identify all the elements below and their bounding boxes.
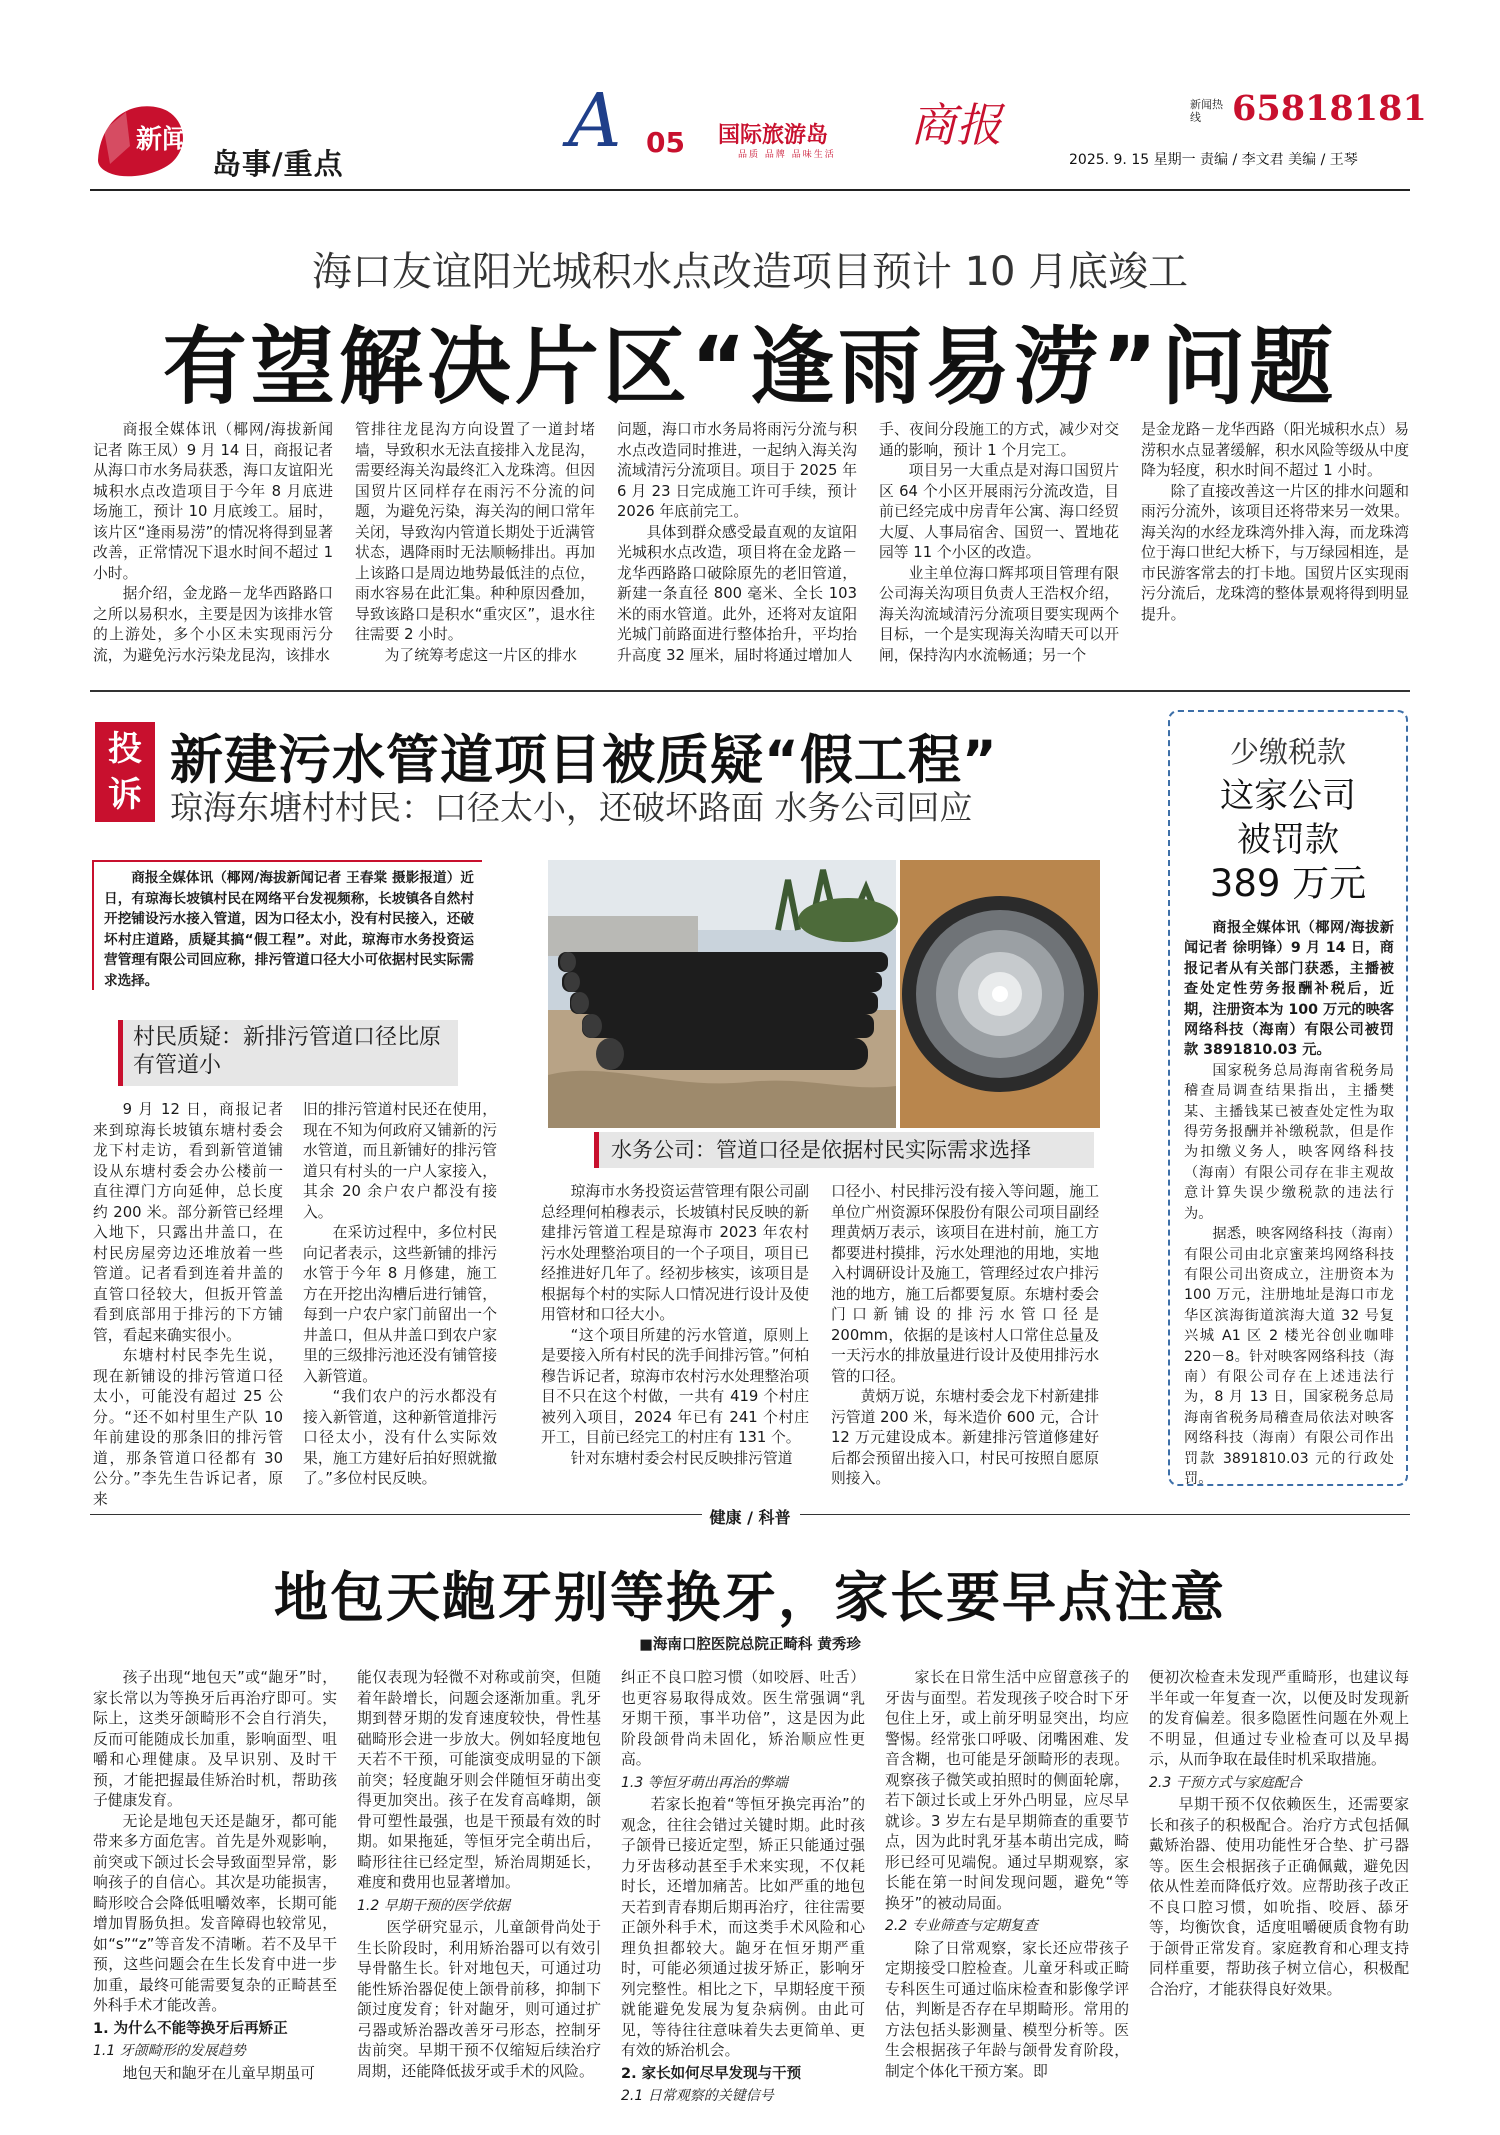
subsection-heading: 1.2 早期干预的医学依据 — [357, 1897, 510, 1914]
paper-name: 国际旅游岛 — [718, 123, 829, 148]
story4-headline: 地包天龅牙别等换牙，家长要早点注意 — [274, 1566, 1226, 1629]
page-letter: A — [568, 78, 622, 164]
tax-headline-line: 少缴税款 — [1229, 735, 1346, 769]
story4-byline: ■海南口腔医院总院正畸科 黄秀珍 — [639, 1637, 861, 1653]
story1-column-2 — [355, 420, 595, 678]
subsection-heading: 1.3 等恒牙萌出再治的弊端 — [621, 1774, 788, 1791]
paragraph: 医学研究显示，儿童颌骨尚处于生长阶段时，利用矫治器可以有效引导骨骼生长。针对地包天，可通过功能性矫治器促使上颌骨前移，抑制下颌过度发育；针对龅牙，则可通过扩弓器或矫治器改善牙弓形态，控制牙齿前突。早期干预不仅缩短后续治疗周期，还能降低拔牙或手术的风险。 — [357, 1919, 601, 2080]
paragraph: 除了日常观察，家长还应带孩子定期接受口腔检查。儿童牙科或正畸专科医生可通过临床检查和影像学评估，判断是否存在早期畸形。常用的方法包括头影测量、模型分析等。医生会根据孩子年龄与颌骨发育阶段，制定个体化干预方案。即 — [885, 1939, 1129, 2080]
story1-column-5 — [1141, 420, 1409, 678]
section-tag: 健康 / 科普 — [709, 1508, 791, 1527]
subhead-villager-doubts: 村民质疑：新排污管道口径比原有管道小 — [118, 1020, 458, 1086]
story4-column-4 — [885, 1668, 1129, 2120]
story1-column-4 — [879, 420, 1119, 678]
subsection-heading: 2.2 专业筛查与定期复查 — [885, 1918, 1038, 1934]
tax-headline-line: 被罚款 — [1237, 820, 1339, 860]
paragraph: 业主单位海口辉邦项目管理有限公司海关沟项目负责人王浩权介绍，海关沟流域清污分流项目要实现两个目标，一个是实现海关沟晴天可以开闸，保持沟内水流畅通；另一个 — [879, 564, 1119, 664]
paragraph: 旧的排污管道村民还在使用，现在不知为何政府又铺新的污水管道，而且新铺好的排污管道只有村头的一户人家接入，其余 20 余户农户都没有接入。 — [303, 1101, 497, 1221]
tax-penalty-sidebar — [1168, 710, 1408, 1486]
paragraph: 除了直接改善这一片区的排水问题和雨污分流外，该项目还将带来另一效果。海关沟的水经龙珠湾外排入海，而龙珠湾位于海口世纪大桥下，与万绿园相连，是市民游客常去的打卡地。国贸片区实现雨污分流后，龙珠湾的整体景观将得到明显提升。 — [1141, 482, 1409, 623]
paragraph: 是金龙路－龙华西路（阳光城积水点）易涝积水点显著缓解，积水风险等级从中度降为轻度，积水时间不超过 1 小时。 — [1141, 421, 1409, 479]
section-heading: 2. 家长如何尽早发现与干预 — [621, 2065, 802, 2082]
masthead — [90, 78, 1427, 190]
pipes-photo — [548, 860, 896, 1128]
story1-column-3 — [617, 420, 857, 678]
story2-column-a — [93, 1100, 283, 1508]
paragraph: 具体到群众感受最直观的友谊阳光城积水点改造，项目将在金龙路－龙华西路路口破除原先的老旧管道，新建一条直径 800 毫米、全长 103 米的雨水管道。此外，还将对友谊阳光城门前路面进行整体抬升，平均抬升高度 32 厘米，届时将通过增加人 — [617, 523, 857, 664]
story-divider — [90, 690, 1410, 692]
paragraph: 家长在日常生活中应留意孩子的牙齿与面型。若发现孩子咬合时下牙包住上牙，或上前牙明显突出，均应警惕。经常张口呼吸、闭嘴困难、发音含糊，也可能是牙颌畸形的表现。观察孩子微笑或拍照时的侧面轮廓，若下颌过长或上牙外凸明显，应尽早就诊。3 岁左右是早期筛查的重要节点，因为此时乳牙基本萌出完成，畸形已经可见端倪。通过早期观察，家长能在第一时间发现问题，避免“等换牙”的被动局面。 — [885, 1669, 1129, 1912]
section-rule — [800, 1514, 1410, 1515]
story4-column-1 — [93, 1668, 337, 2120]
paragraph: 地包天和龅牙在儿童早期虽可 — [122, 2064, 315, 2082]
paragraph: “这个项目所建的污水管道，原则上是要接入所有村民的洗手间排污管。”何柏穆告诉记者，琼海市农村污水处理整治项目不只在这个村做，一共有 419 个村庄被列入项目，2024 年已有 241 个村庄开工，目前已经完工的村庄有 131 个。 — [541, 1326, 809, 1446]
tax-headline-line: 389 万元 — [1209, 862, 1367, 905]
paragraph: 东塘村村民李先生说，现在新铺设的排污管道口径太小，可能没有超过 25 公分。“还不如村里生产队 10 年前建设的那条旧的排污管道，那条管道口径都有 30 公分。”李先生告诉记者，原来 — [93, 1347, 283, 1508]
paragraph: 琼海市水务投资运营管理有限公司副总经理何柏穆表示，长坡镇村民反映的新建排污管道工程是琼海市 2023 年农村污水处理整治项目的一个子项目，项目已经推进好几年了。经初步核实，该项目是根据每个村的实际人口情况进行设计及使用管材和口径大小。 — [541, 1183, 809, 1323]
paragraph: 能仅表现为轻微不对称或前突，但随着年龄增长，问题会逐渐加重。乳牙期到替牙期的发育速度较快，骨性基础畸形会进一步放大。例如轻度地包天若不干预，可能演变成明显的下颌前突；轻度龅牙则会伴随恒牙萌出变得更加突出。孩子在发育高峰期，颌骨可塑性最强，也是干预最有效的时期。如果拖延，等恒牙完全萌出后，畸形往往已经定型，矫治周期延长，难度和费用也显著增加。 — [357, 1669, 601, 1891]
section-heading: 1. 为什么不能等换牙后再矫正 — [93, 2020, 288, 2037]
page-number: 05 — [646, 126, 685, 159]
paragraph: 口径小、村民排污没有接入等问题，施工单位广州资源环保股份有限公司项目副经理黄炳万表示，该项目在进村前，施工方都要进村摸排，污水处理池的用地，实地入村调研设计及施工，管理经过农户排污池的地方，施工后都要复原。东塘村委会门口新铺设的排污水管口径是 200mm，依据的是该村人口常住总量及一天污水的排放量进行设计及使用排污水管的口径。 — [831, 1183, 1099, 1385]
paragraph: “我们农户的污水都没有接入新管道，这种新管道排污口径太小，没有什么实际效果，施工方建好后拍好照就撤了。”多位村民反映。 — [303, 1388, 497, 1487]
story2-headline: 新建污水管道项目被质疑“假工程” — [170, 730, 998, 791]
paragraph: 手、夜间分段施工的方式，减少对交通的影响，预计 1 个月完工。 — [879, 421, 1119, 459]
paragraph: 若家长抱着“等恒牙换完再治”的观念，往往会错过关键时期。此时孩子颌骨已接近定型，矫正只能通过强力牙齿移动甚至手术来实现，不仅耗时长，还增加痛苦。比如严重的地包天若到青春期后期再治疗，往往需要正颌外科手术，而这类手术风险和心理负担都较大。龅牙在恒牙期严重时，可能必须通过拔牙矫正，影响牙列完整性。相比之下，早期轻度干预就能避免发展为复杂病例。由此可见，等待往往意味着失去更简单、更有效的矫治机会。 — [621, 1796, 865, 2059]
subsection-heading: 1.1 牙颌畸形的发展趋势 — [93, 2043, 246, 2059]
hotline-label: 新闻热线 — [1190, 98, 1223, 124]
lead-paragraph: 商报全媒体讯（椰网/海拔新闻记者 王春棠 摄影报道）近日，有琼海长坡镇村民在网络平台发视频称，长坡镇各自然村开挖铺设污水接入管道，因为口径太小，没有村民接入，还破坏村庄道路，质疑其搞“假工程”。对此，琼海市水务投资运营管理有限公司回应称，排污管道口径大小可依据村民实际需求选择。 — [104, 870, 474, 989]
paragraph: 便初次检查未发现严重畸形，也建议每半年或一年复查一次，以便及时发现新的发育偏差。很多隐匿性问题在外观上不明显，但通过专业检查可以及早揭示，从而争取在最佳时机采取措施。 — [1149, 1669, 1409, 1768]
story1-column-1 — [93, 420, 333, 678]
paragraph: 纠正不良口腔习惯（如咬唇、吐舌）也更容易取得成效。医生常强调“乳牙期干预，事半功倍”，这是因为此阶段颌骨尚未固化，矫治顺应性更高。 — [621, 1669, 865, 1768]
paragraph: 商报全媒体讯（椰网/海拔新闻记者 徐明锋）9 月 14 日，商报记者从有关部门获悉，主播被查处定性劳务报酬补税后，近期，注册资本为 100 万元的映客网络科技（海南）有限公司被罚款 3891810.03 元。 — [1184, 920, 1394, 1059]
tax-headline — [1170, 730, 1406, 906]
story4-column-5 — [1149, 1668, 1409, 2120]
svg-text:新闻: 新闻 — [136, 125, 189, 155]
paragraph: 国家税务总局海南省税务局稽查局调查结果指出，主播樊某、主播钱某已被查处定性为取得劳务报酬并补缴税款，但是作为扣缴义务人，映客网络科技（海南）有限公司存在非主观故意计算失误少缴税款的违法行为。 — [1184, 1062, 1394, 1222]
story2-column-b — [303, 1100, 497, 1487]
subsection-heading: 2.3 干预方式与家庭配合 — [1149, 1774, 1302, 1791]
paragraph: 针对东塘村委会村民反映排污管道 — [570, 1449, 793, 1467]
story2-column-d — [831, 1182, 1099, 1487]
paragraph: 孩子出现“地包天”或“龅牙”时，家长常以为等换牙后再治疗即可。实际上，这类牙颌畸形不会自行消失，反而可能随成长加重，影响面型、咀嚼和心理健康。及早识别、及时干预，才能把握最佳矫治时机，帮助孩子健康发育。 — [93, 1669, 337, 1809]
section-name: 岛事/重点 — [212, 147, 344, 181]
paragraph: 9 月 12 日，商报记者来到琼海长坡镇东塘村委会龙下村走访，看到新管道铺设从东塘村委会办公楼前一直往潭门方向延伸，总长度约 200 米。部分新管已经埋入地下，只露出井盖口，在村民房屋旁边还堆放着一些管道。记者看到连着井盖的直管口径较大，但扳开管盖看到底部用于排污的下方铺管，看起来确实很小。 — [93, 1101, 283, 1344]
newspaper-logo — [90, 90, 198, 186]
paragraph: 商报全媒体讯（椰网/海拔新闻记者 陈王凤）9 月 14 日，商报记者从海口市水务局获悉，海口友谊阳光城积水点改造项目于今年 8 月底进场施工，预计 10 月底竣工。届时，该片区“逢雨易涝”的情况将得到显著改善，正常情况下退水时间不超过 1 小时。 — [93, 421, 333, 582]
paragraph: 管排往龙昆沟方向设置了一道封堵墙，导致积水无法直接排入龙昆沟，需要经海关沟最终汇入龙珠湾。但因国贸片区同样存在雨污不分流的问题，为避免污染，海关沟的闸口常年关闭，导致沟内管道长期处于近满管状态，遇降雨时无法顺畅排出。再加上该路口是周边地势最低洼的点位，雨水容易在此汇集。种种原因叠加，导致该路口是积水“重灾区”，退水往往需要 2 小时。 — [355, 421, 595, 643]
paragraph: 问题，海口市水务局将雨污分流与积水点改造同时推进，一起纳入海关沟流域清污分流项目。项目于 2025 年 6 月 23 日完成施工许可手续，预计 2026 年底前完工。 — [617, 421, 857, 520]
story4-column-2 — [357, 1668, 601, 2120]
story4-column-3 — [621, 1668, 865, 2120]
paragraph: 据介绍，金龙路－龙华西路路口之所以易积水，主要是因为该排水管的上游处，多个小区未实现雨污分流，为避免污水污染龙昆沟，该排水 — [93, 585, 333, 664]
paragraph: 在采访过程中，多位村民向记者表示，这些新铺的排污水管于今年 8 月修建，施工方在开挖出沟槽后进行铺管，每到一户农户家门前留出一个井盖口，但从井盖口到农户家里的三级排污池还没有铺管接入新管道。 — [303, 1224, 497, 1385]
story1-kicker: 海口友谊阳光城积水点改造项目预计 10 月底竣工 — [311, 249, 1189, 295]
paragraph: 为了统筹考虑这一片区的排水 — [384, 646, 577, 664]
paragraph: 早期干预不仅依赖医生，还需要家长和孩子的积极配合。治疗方式包括佩戴矫治器、使用功能性牙合垫、扩弓器等。医生会根据孩子正确佩戴，避免因依从性差而降低疗效。应帮助孩子改正不良口腔习惯，如吮指、咬唇、舔牙等，均衡饮食，适度咀嚼硬质食物有助于颌骨正常发育。家庭教育和心理支持同样重要，帮助孩子树立信心，积极配合治疗，才能获得良好效果。 — [1149, 1796, 1409, 1998]
story2-subheadline: 琼海东塘村村民：口径太小，还破坏路面 水务公司回应 — [170, 788, 973, 827]
paragraph: 据悉，映客网络科技（海南）有限公司由北京蜜莱坞网络科技有限公司出资成立，注册资本为 100 万元，注册地址是海口市龙华区滨海街道滨海大道 32 号复兴城 A1 区 2 楼光谷创业咖啡 220－8。针对映客网络科技（海南）有限公司存在上述违法行为，8 月 13 日，国家税务总局海南省税务局稽查局依法对映客网络科技（海南）有限公司作出罚款 3891810.03 元的行政处罚。 — [1184, 1226, 1394, 1487]
paragraph: 黄炳万说，东塘村委会龙下村新建排污管道 200 米，每米造价 600 元，合计 12 万元建设成本。新建排污管道修建好后都会预留出接入口，村民可按照自愿原则接入。 — [831, 1388, 1099, 1487]
hotline-number: 65818181 — [1232, 88, 1427, 129]
tax-body — [1184, 918, 1394, 1487]
paper-subtitle: 品质 品牌 品味生活 — [738, 150, 836, 160]
paragraph: 无论是地包天还是龅牙，都可能带来多方面危害。首先是外观影响，前突或下颌过长会导致面型异常，影响孩子的自信心。其次是功能损害，畸形咬合会降低咀嚼效率，长期可能增加胃肠负担。发音障碍也较常见，如“s”“z”等音发不清晰。若不及早干预，这些问题会在生长发育中进一步加重，最终可能需要复杂的正畸甚至外科手术才能改善。 — [93, 1812, 337, 2014]
issue-meta: 2025. 9. 15 星期一 责编 / 李文君 美编 / 王琴 — [1069, 152, 1358, 168]
subsection-heading: 2.1 日常观察的关键信号 — [621, 2088, 774, 2104]
pipe-interior-photo — [900, 860, 1100, 1128]
story2-lead — [92, 860, 482, 990]
paper-brand: 商报 — [910, 98, 1002, 152]
tax-headline-line: 这家公司 — [1220, 776, 1356, 816]
subhead-water-company: 水务公司：管道口径是依据村民实际需求选择 — [594, 1132, 1094, 1168]
masthead-divider — [90, 189, 1410, 191]
complaint-tag: 投诉 — [95, 722, 155, 822]
story2-column-c — [541, 1182, 809, 1482]
story1-headline: 有望解决片区“逢雨易涝”问题 — [162, 318, 1338, 416]
paragraph: 项目另一大重点是对海口国贸片区 64 个小区开展雨污分流改造，目前已经完成中房青年公寓、海口经贸大厦、人事局宿舍、国贸一、置地花园等 11 个小区的改造。 — [879, 462, 1119, 561]
